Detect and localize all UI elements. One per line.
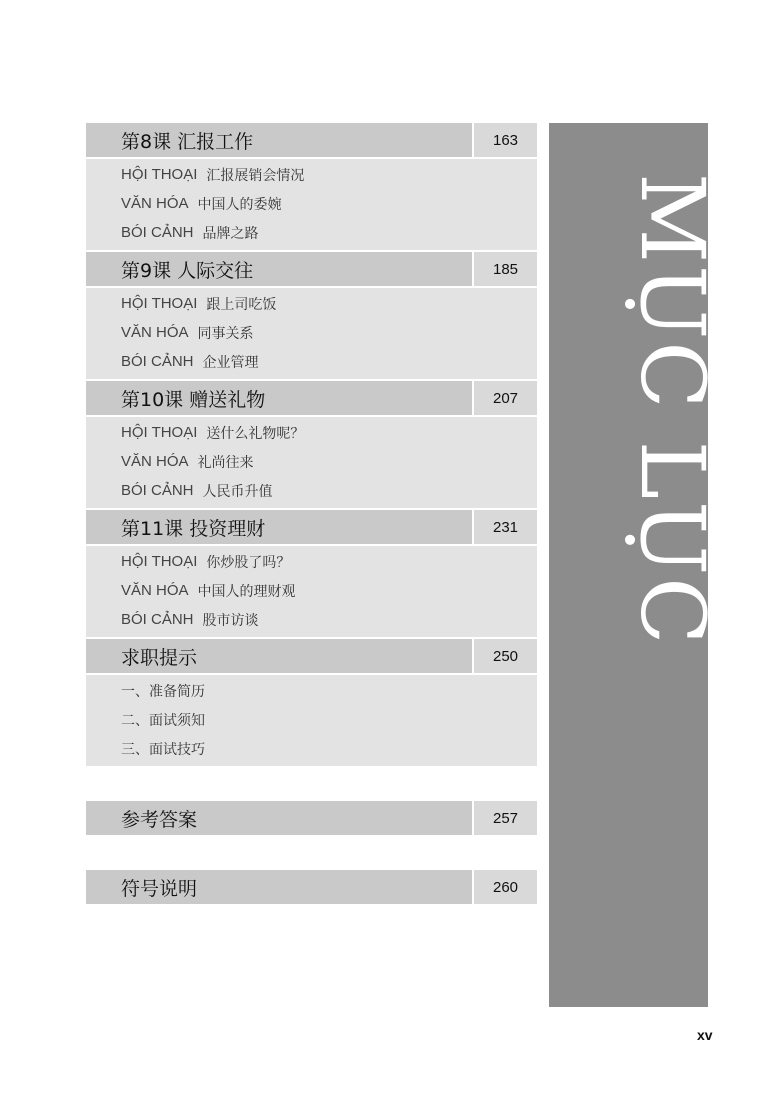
- toc-subitem[interactable]: [121, 160, 537, 189]
- toc-section: [86, 510, 537, 637]
- page-number: xv: [697, 1027, 713, 1043]
- section-items: [86, 417, 537, 508]
- section-page-number: 163: [474, 123, 537, 157]
- toc-subitem[interactable]: [121, 605, 537, 634]
- subitem-text: 礼尚往来: [197, 454, 254, 471]
- toc-subitem[interactable]: [121, 289, 537, 318]
- section-title: 参考答案: [86, 801, 472, 835]
- toc-section: [86, 639, 537, 766]
- section-items: [86, 546, 537, 637]
- section-page-number: 207: [474, 381, 537, 415]
- table-of-contents: [86, 123, 537, 906]
- side-title-panel: [549, 123, 724, 1007]
- subitem-text: 股市访谈: [202, 612, 259, 629]
- spacer: [86, 837, 537, 870]
- section-page-number: 257: [474, 801, 537, 835]
- subitem-text: 品牌之路: [202, 225, 259, 242]
- section-title: 第8课 汇报工作: [86, 123, 472, 157]
- toc-section: [86, 123, 537, 250]
- subitem-text: 同事关系: [197, 325, 254, 342]
- subitem-label: HỘI THOẠI: [121, 424, 198, 441]
- section-title: 第11课 投资理财: [86, 510, 472, 544]
- subitem-label: HỘI THOẠI: [121, 295, 198, 312]
- toc-section: [86, 381, 537, 508]
- subitem-label: VĂN HÓA: [121, 195, 189, 212]
- section-title: 第9课 人际交往: [86, 252, 472, 286]
- toc-subitem[interactable]: [121, 189, 537, 218]
- subitem-text: 送什么礼物呢？: [206, 425, 305, 442]
- section-page-number: 185: [474, 252, 537, 286]
- toc-subitem[interactable]: [121, 476, 537, 505]
- toc-subitem[interactable]: [121, 705, 537, 734]
- subitem-text: 企业管理: [202, 354, 259, 371]
- subitem-label: BÓI CẢNH: [121, 353, 194, 370]
- section-page-number: 250: [474, 639, 537, 673]
- toc-subitem[interactable]: [121, 447, 537, 476]
- subitem-text: 你炒股了吗？: [206, 554, 291, 571]
- toc-section: [86, 252, 537, 379]
- section-items: [86, 159, 537, 250]
- subitem-text: 一、准备简历: [121, 683, 205, 700]
- side-title: MỤC LỤC: [621, 173, 724, 647]
- subitem-text: 跟上司吃饭: [206, 296, 277, 313]
- toc-subitem[interactable]: [121, 318, 537, 347]
- toc-subitem[interactable]: [121, 547, 537, 576]
- subitem-label: HỘI THOẠI: [121, 553, 198, 570]
- toc-subitem[interactable]: [121, 676, 537, 705]
- subitem-text: 汇报展销会情况: [206, 167, 305, 184]
- section-items: [86, 288, 537, 379]
- subitem-text: 三、面试技巧: [121, 741, 205, 758]
- section-title: 第10课 赠送礼物: [86, 381, 472, 415]
- symbols-entry[interactable]: [86, 870, 537, 904]
- toc-subitem[interactable]: [121, 218, 537, 247]
- section-header[interactable]: [86, 510, 537, 544]
- subitem-text: 中国人的委婉: [197, 196, 282, 213]
- section-header[interactable]: [86, 123, 537, 157]
- subitem-label: HỘI THOẠI: [121, 166, 198, 183]
- section-header[interactable]: [86, 252, 537, 286]
- toc-subitem[interactable]: [121, 418, 537, 447]
- subitem-label: VĂN HÓA: [121, 453, 189, 470]
- toc-subitem[interactable]: [121, 734, 537, 763]
- section-page-number: 231: [474, 510, 537, 544]
- subitem-text: 中国人的理财观: [197, 583, 296, 600]
- subitem-label: VĂN HÓA: [121, 324, 189, 341]
- section-title: 符号说明: [86, 870, 472, 904]
- subitem-label: BÓI CẢNH: [121, 224, 194, 241]
- section-page-number: 260: [474, 870, 537, 904]
- subitem-text: 人民币升值: [202, 483, 273, 500]
- section-header[interactable]: [86, 381, 537, 415]
- section-header[interactable]: [86, 639, 537, 673]
- toc-subitem[interactable]: [121, 576, 537, 605]
- subitem-label: BÓI CẢNH: [121, 482, 194, 499]
- subitem-label: BÓI CẢNH: [121, 611, 194, 628]
- toc-subitem[interactable]: [121, 347, 537, 376]
- answers-entry[interactable]: [86, 801, 537, 835]
- section-items: [86, 675, 537, 766]
- section-title: 求职提示: [86, 639, 472, 673]
- subitem-label: VĂN HÓA: [121, 582, 189, 599]
- subitem-text: 二、面试须知: [121, 712, 205, 729]
- spacer: [86, 768, 537, 801]
